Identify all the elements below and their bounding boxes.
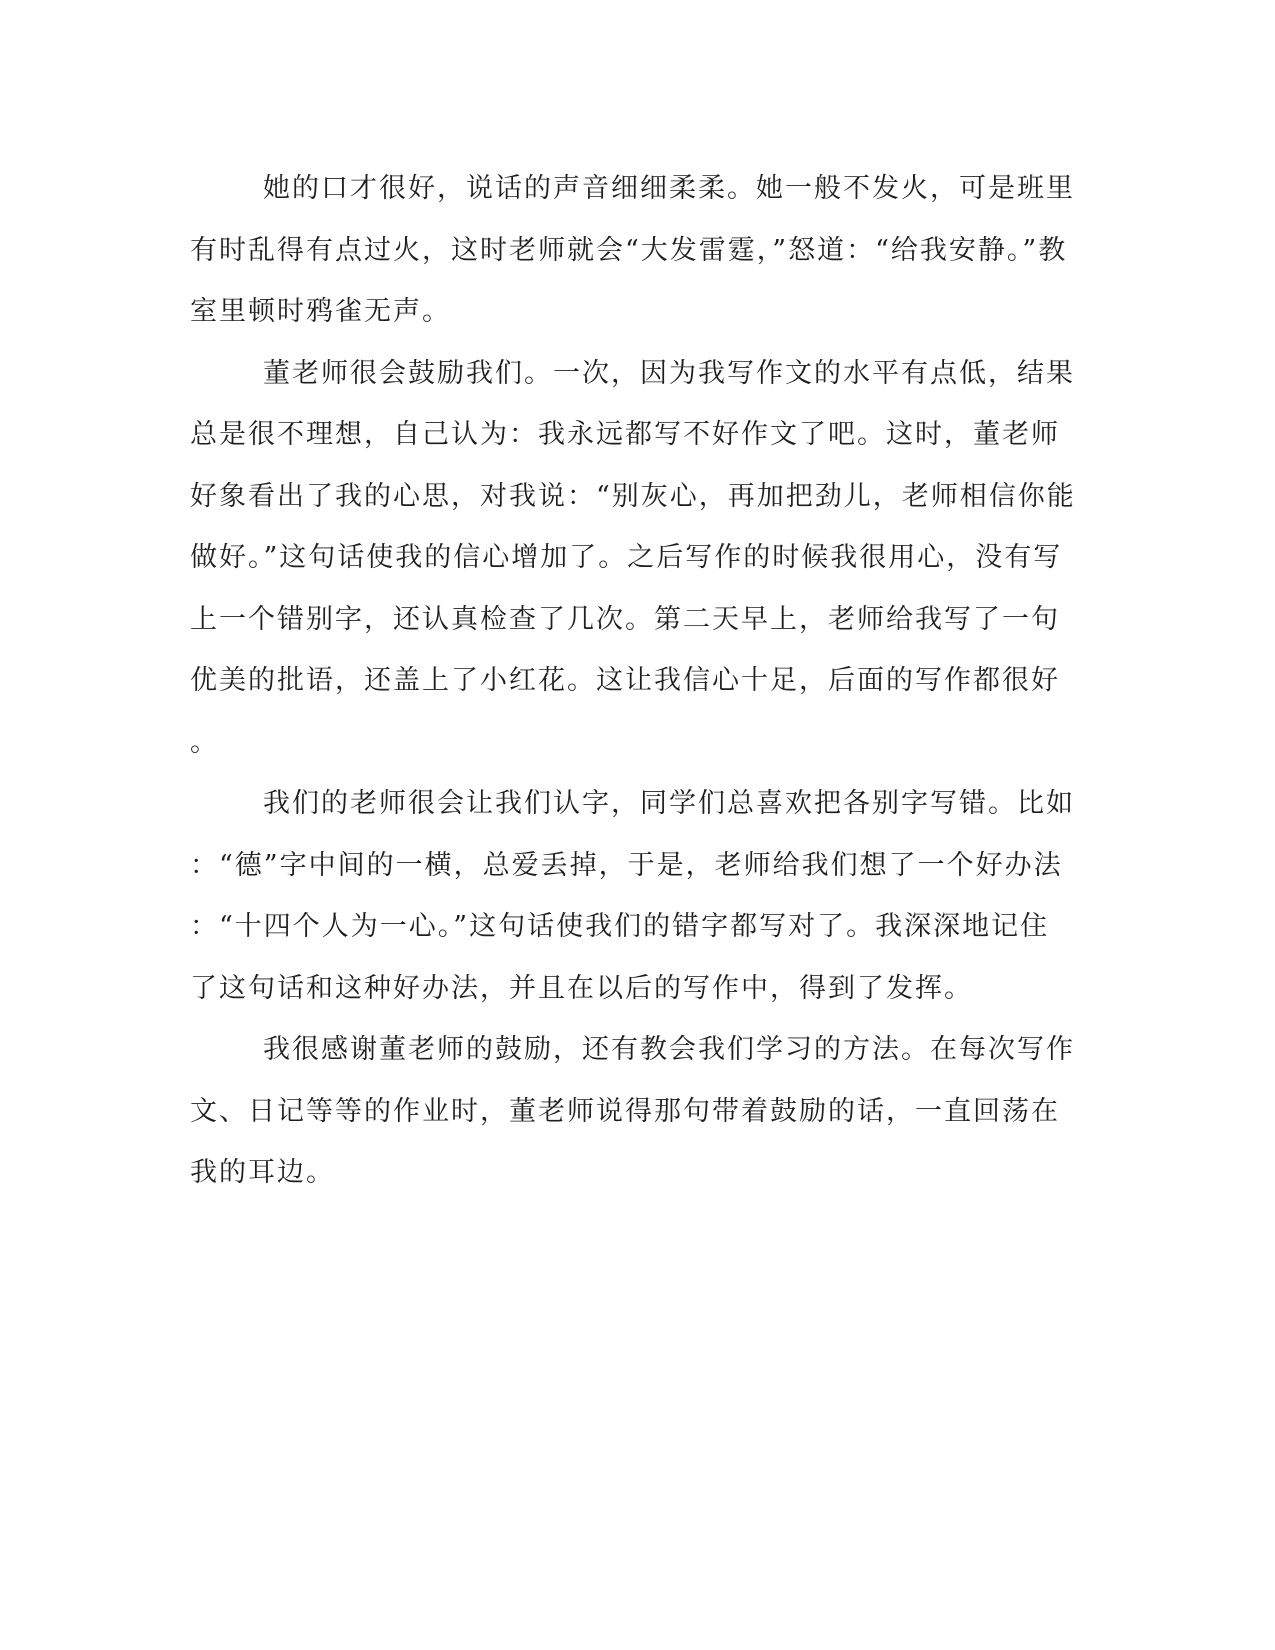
paragraph-line: 优美的批语，还盖上了小红花。这让我信心十足，后面的写作都很好 <box>190 665 1060 696</box>
paragraph-line: ：“德”字中间的一横，总爱丢掉，于是，老师给我们想了一个好办法 <box>190 849 1063 881</box>
paragraph-line: 文、日记等等的作业时，董老师说得那句带着鼓励的话，一直回荡在 <box>190 1095 1060 1127</box>
paragraph-line: 总是很不理想，自己认为：我永远都写不好作文了吧。这时，董老师 <box>190 419 1060 450</box>
paragraph-line: 董老师很会鼓励我们。一次，因为我写作文的水平有点低，结果 <box>263 357 1075 389</box>
paragraph-line: 我很感谢董老师的鼓励，还有教会我们学习的方法。在每次写作 <box>263 1034 1075 1065</box>
paragraph-line: 好象看出了我的心思，对我说：“别灰心，再加把劲儿，老师相信你能 <box>190 480 1076 512</box>
document-body <box>190 158 1083 1204</box>
paragraph-line: ：“十四个人为一心。”这句话使我们的错字都写对了。我深深地记住 <box>190 911 1050 942</box>
paragraph-line: 她的口才很好，说话的声音细细柔柔。她一般不发火，可是班里 <box>263 173 1075 204</box>
paragraph-line: 室里顿时鸦雀无声。 <box>190 296 451 327</box>
paragraph-line: 上一个错别字，还认真检查了几次。第二天早上，老师给我写了一句 <box>190 603 1060 635</box>
paragraph-line: 我们的老师很会让我们认字，同学们总喜欢把各别字写错。比如 <box>263 788 1075 819</box>
paragraph-3 <box>190 773 1083 1019</box>
paragraph-line: 了这句话和这种好办法，并且在以后的写作中，得到了发挥。 <box>190 972 973 1004</box>
paragraph-line: 我的耳边。 <box>190 1157 335 1188</box>
paragraph-4 <box>190 1019 1083 1204</box>
paragraph-line: 做好。”这句话使我的信心增加了。之后写作的时候我很用心，没有写 <box>190 542 1063 573</box>
paragraph-2 <box>190 343 1083 774</box>
paragraph-1 <box>190 158 1083 343</box>
paragraph-line: 有时乱得有点过火，这时老师就会“大发雷霆，”怒道：“给我安静。”教 <box>190 234 1068 266</box>
paragraph-line: 。 <box>190 726 219 758</box>
